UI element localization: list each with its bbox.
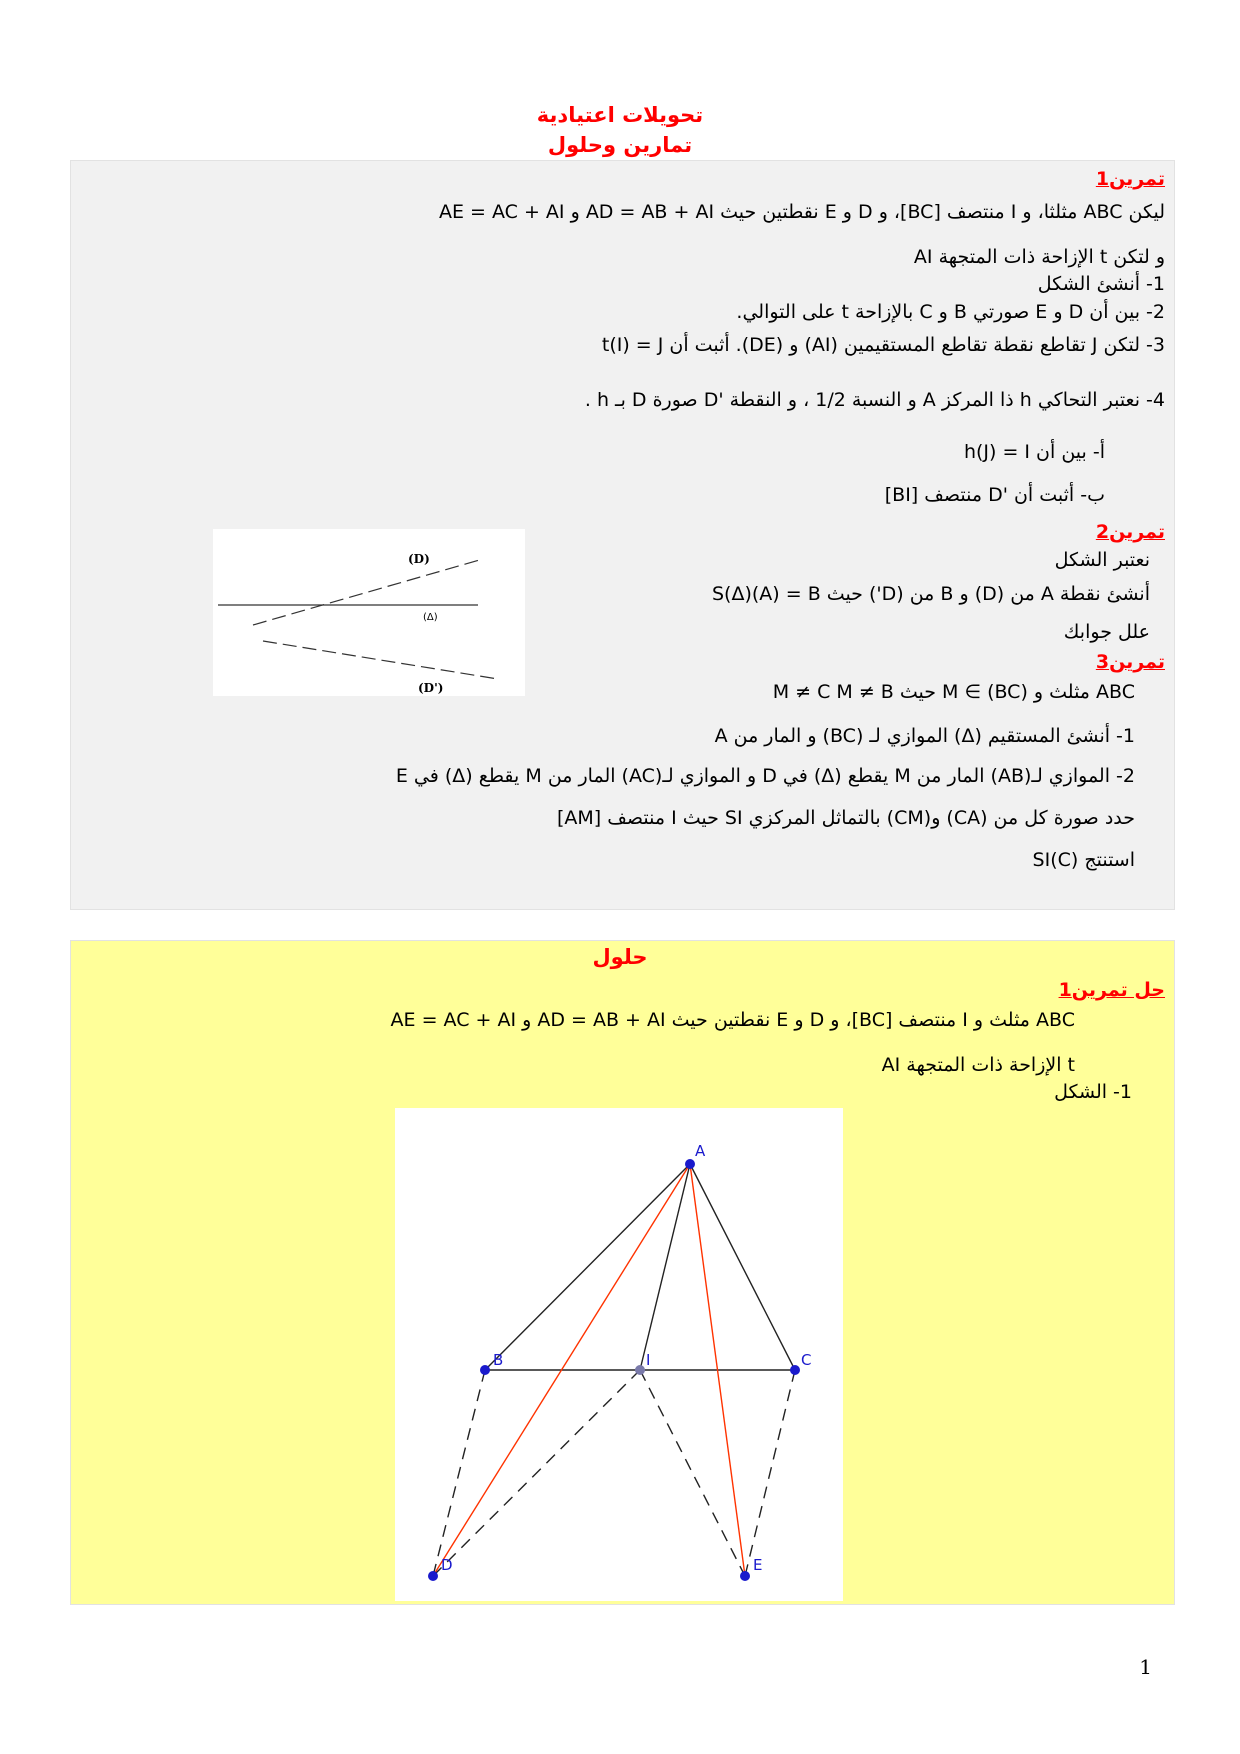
exercise-3-label: تمرين3 [1095,651,1165,673]
solution-figure [395,1108,843,1601]
exercise-2-line-3: علل جوابك [1063,621,1150,643]
solution-1-statement: ABC مثلث و I منتصف [BC]، و D و E نقطتين حيث AD = AB + AI و AE = AC + AI [390,1009,1075,1031]
line-d-prime [263,641,498,679]
label-d: (D) [408,552,430,566]
label-c: C [801,1351,812,1369]
label-d: D [441,1556,453,1574]
point-e [740,1571,750,1581]
exercise-1-question-2: 2- بين أن D و E صورتي B و C بالإزاحة t على التوالي. [736,301,1165,323]
exercise-3-question-1: 1- أنشئ المستقيم (Δ) الموازي لـ (BC) و المار من A [714,725,1135,747]
exercise-2-line-2: أنشئ نقطة A من (D) و B من (D') حيث S(Δ)(A) = B [712,583,1150,605]
line-d [253,559,483,625]
exercise-1-question-3: 3- لتكن J تقاطع نقطة تقاطع المستقيمين (AI) و (DE). أثبت أن t(I) = J [601,334,1165,356]
point-a [685,1159,695,1169]
point-b [480,1365,490,1375]
exercise-1-question-4b: ب- أثبت أن 'D منتصف [BI] [884,484,1105,506]
point-d [428,1571,438,1581]
label-delta: (Δ) [423,612,438,623]
segment-ab [485,1164,690,1370]
exercise-3-question-4: استنتج SI(C) [1032,849,1135,871]
solution-1-question-1: 1- الشكل [1054,1081,1132,1103]
exercise-2-label: تمرين2 [1095,521,1165,543]
page-number: 1 [1139,1655,1152,1679]
segment-ie [640,1370,745,1576]
exercise-1-translation: و لتكن t الإزاحة ذات المتجهة AI [913,246,1165,268]
point-i [635,1365,645,1375]
exercise-1-question-4: 4- نعتبر التحاكي h ذا المركز A و النسبة 1/2 ، و النقطة 'D صورة D بـ h . [584,389,1165,411]
point-c [790,1365,800,1375]
exercise-2-line-1: نعتبر الشكل [1054,549,1150,571]
exercise-3-question-3: حدد صورة كل من (CA) و(CM) بالتماثل المركزي SI حيث I منتصف [AM] [556,807,1135,829]
exercise-2-figure [213,529,525,696]
label-d-prime: (D') [418,681,444,695]
exercise-3-statement: ABC مثلث و M ∈ (BC) حيث M ≠ C M ≠ B [772,681,1135,703]
segment-id [433,1370,640,1576]
page-subtitle: تمارين وحلول [547,133,693,157]
lines-figure [213,529,525,696]
label-a: A [695,1142,706,1160]
exercise-1-label: تمرين1 [1095,168,1165,190]
segment-ai [640,1164,690,1370]
exercise-1-statement: ليكن ABC مثلثا، و I منتصف [BC]، و D و E نقطتين حيث AD = AB + AI و AE = AC + AI [439,201,1165,223]
exercise-1-question-1: 1- أنشئ الشكل [1037,273,1165,295]
label-b: B [493,1351,504,1369]
segment-bd [433,1370,485,1576]
label-e: E [753,1556,763,1574]
segment-ce [745,1370,795,1576]
solution-1-label: حل تمرين1 [1058,979,1165,1001]
triangle-figure [395,1108,843,1601]
segment-ac [690,1164,795,1370]
solution-1-translation: t الإزاحة ذات المتجهة AI [881,1054,1075,1076]
exercise-1-question-4a: أ- بين أن h(J) = I [963,441,1105,463]
exercise-3-question-2: 2- الموازي لـ(AB) المار من M يقطع (Δ) في D و الموازي لـ(AC) المار من M يقطع (Δ) في E [395,765,1135,787]
page-title: تحويلات اعتيادية [536,103,704,127]
label-i: I [646,1351,651,1369]
solutions-title: حلول [592,945,648,969]
